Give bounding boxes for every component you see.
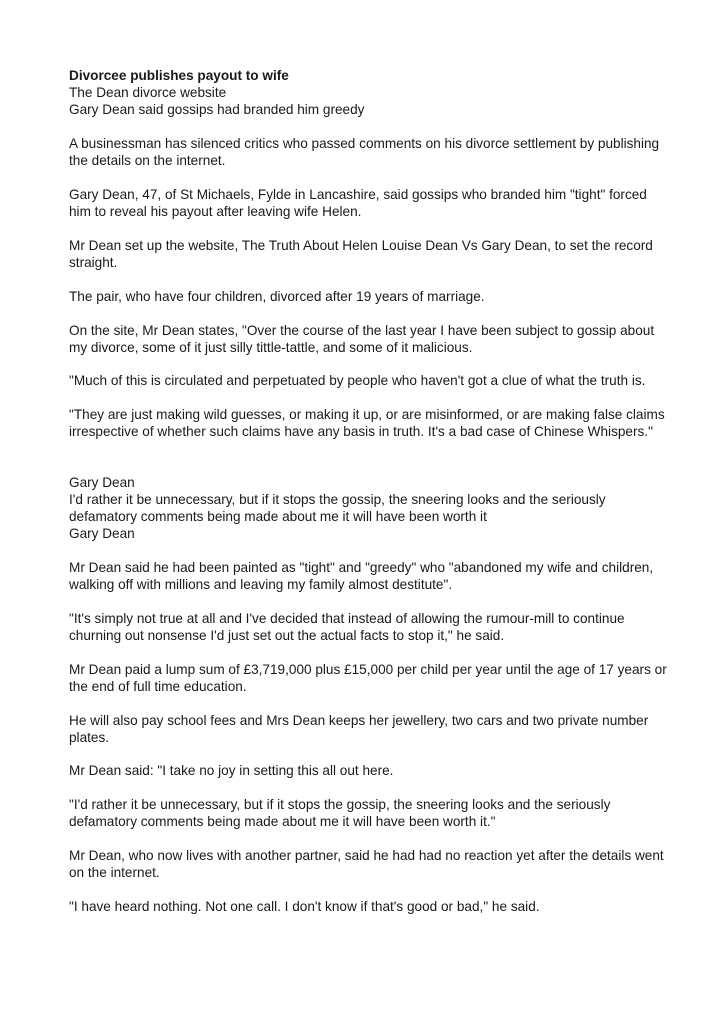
paragraph: "I have heard nothing. Not one call. I don't know if that's good or bad," he said. [69,899,540,914]
paragraph: "I'd rather it be unnecessary, but if it stops the gossip, the sneering looks and the seriously defamatory comments being made about me it will have been worth it." [69,797,611,830]
article-title: Divorcee publishes payout to wife [69,68,289,83]
paragraph: Mr Dean said he had been painted as "tight" and "greedy" who "abandoned my wife and children, walking off with millions and leaving my family almost destitute". [69,559,654,593]
paragraph: He will also pay school fees and Mrs Dean keeps her jewellery, two cars and two private number plates. [69,712,649,745]
paragraph: The pair, who have four children, divorced after 19 years of marriage. [69,288,485,304]
quote-attribution-bottom: Gary Dean [69,526,135,542]
paragraph: Mr Dean set up the website, The Truth About Helen Louise Dean Vs Gary Dean, to set the record straight. [69,237,653,271]
quote-text: I'd rather it be unnecessary, but if it stops the gossip, the sneering looks and the seriously defamatory comments being made about me it will have been worth it [69,491,606,524]
paragraph: Mr Dean paid a lump sum of £3,719,000 plus £15,000 per child per year until the age of 17 years or the end of full time education. [69,661,667,694]
paragraph: On the site, Mr Dean states, "Over the course of the last year I have been subject to gossip about my divorce, some of it just silly tittle-tattle, and some of it malicious. [69,322,655,355]
article-subhead: Gary Dean said gossips had branded him greedy [69,102,365,118]
paragraph: Mr Dean said: "I take no joy in setting this all out here. [69,763,394,779]
paragraph: "Much of this is circulated and perpetuated by people who haven't got a clue of what the truth is. [69,373,646,389]
image-caption: The Dean divorce website [69,85,227,101]
paragraph: "They are just making wild guesses, or making it up, or are misinformed, or are making false claims irrespective of whether such claims have any basis in truth. It's a bad case of Chinese Whispers." [69,407,665,440]
article [69,67,669,915]
paragraph: A businessman has silenced critics who passed comments on his divorce settlement by publishing the details on the internet. [69,136,660,169]
paragraph: "It's simply not true at all and I've decided that instead of allowing the rumour-mill to continue churning out nonsense I'd just set out the actual facts to stop it," he said. [69,610,625,643]
paragraph: Gary Dean, 47, of St Michaels, Fylde in Lancashire, said gossips who branded him "tight" forced him to reveal his payout after leaving wife Helen. [69,187,647,220]
quote-attribution-top: Gary Dean [69,474,135,490]
paragraph: Mr Dean, who now lives with another partner, said he had had no reaction yet after the details went on the internet. [69,848,664,881]
pull-quote [69,474,669,543]
